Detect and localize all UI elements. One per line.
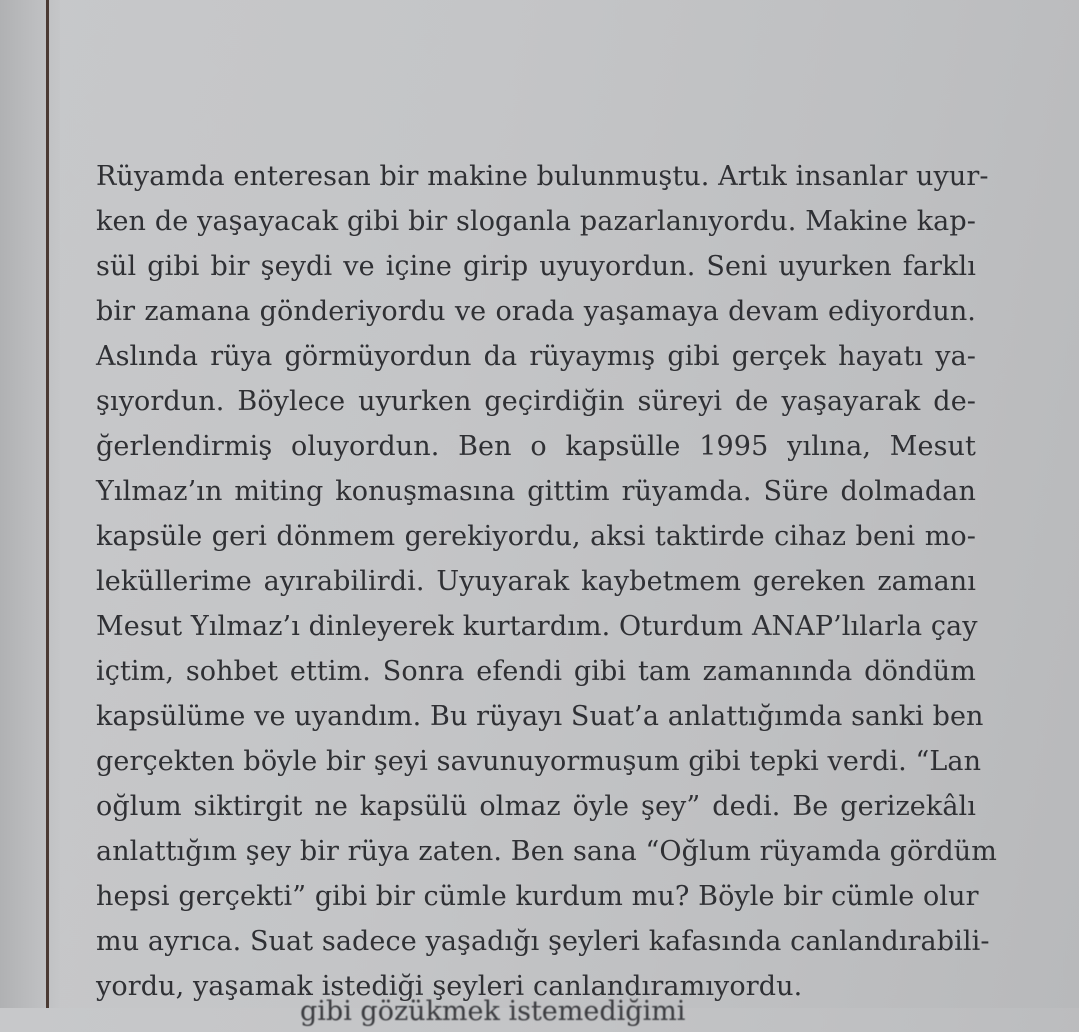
body-paragraph <box>96 154 997 1009</box>
text-line: Yılmaz’ın miting konuşmasına gittim rüyamda. Süre dolmadan <box>96 476 976 507</box>
text-line: kapsülüme ve uyandım. Bu rüyayı Suat’a anlattığımda sanki ben <box>96 701 984 732</box>
text-line: Aslında rüya görmüyordun da rüyaymış gibi gerçek hayatı ya- <box>96 341 976 372</box>
text-line: Rüyamda enteresan bir makine bulunmuştu. Artık insanlar uyur- <box>96 161 989 192</box>
text-line: mu ayrıca. Suat sadece yaşadığı şeyleri kafasında canlandırabili- <box>96 926 990 957</box>
book-binding-edge <box>46 0 49 1008</box>
text-line: anlattığım şey bir rüya zaten. Ben sana “Oğlum rüyamda gördüm <box>96 836 997 867</box>
text-line: içtim, sohbet ettim. Sonra efendi gibi tam zamanında döndüm <box>96 656 976 687</box>
text-line: yordu, yaşamak istediği şeyleri canlandıramıyordu. <box>96 971 803 1002</box>
page-gutter <box>0 0 60 1008</box>
text-line: kapsüle geri dönmem gerekiyordu, aksi taktirde cihaz beni mo- <box>96 521 976 552</box>
cut-off-text-line: gibi gözükmek istemediğimi <box>300 996 686 1027</box>
text-line: şıyordun. Böylece uyurken geçirdiğin süreyi de yaşayarak de- <box>96 386 976 417</box>
text-line: gerçekten böyle bir şeyi savunuyormuşum gibi tepki verdi. “Lan <box>96 746 982 777</box>
text-line: ğerlendirmiş oluyordun. Ben o kapsülle 1995 yılına, Mesut <box>96 431 976 462</box>
text-line: ken de yaşayacak gibi bir sloganla pazarlanıyordu. Makine kap- <box>96 206 976 237</box>
text-line: oğlum siktirgit ne kapsülü olmaz öyle şey” dedi. Be gerizekâlı <box>96 791 976 822</box>
text-line: hepsi gerçekti” gibi bir cümle kurdum mu? Böyle bir cümle olur <box>96 881 979 912</box>
text-line: leküllerime ayırabilirdi. Uyuyarak kaybetmem gereken zamanı <box>96 566 976 597</box>
text-line: Mesut Yılmaz’ı dinleyerek kurtardım. Oturdum ANAP’lılarla çay <box>96 611 978 642</box>
text-line: sül gibi bir şeydi ve içine girip uyuyordun. Seni uyurken farklı <box>96 251 976 282</box>
text-line: bir zamana gönderiyordu ve orada yaşamaya devam ediyordun. <box>96 296 976 327</box>
